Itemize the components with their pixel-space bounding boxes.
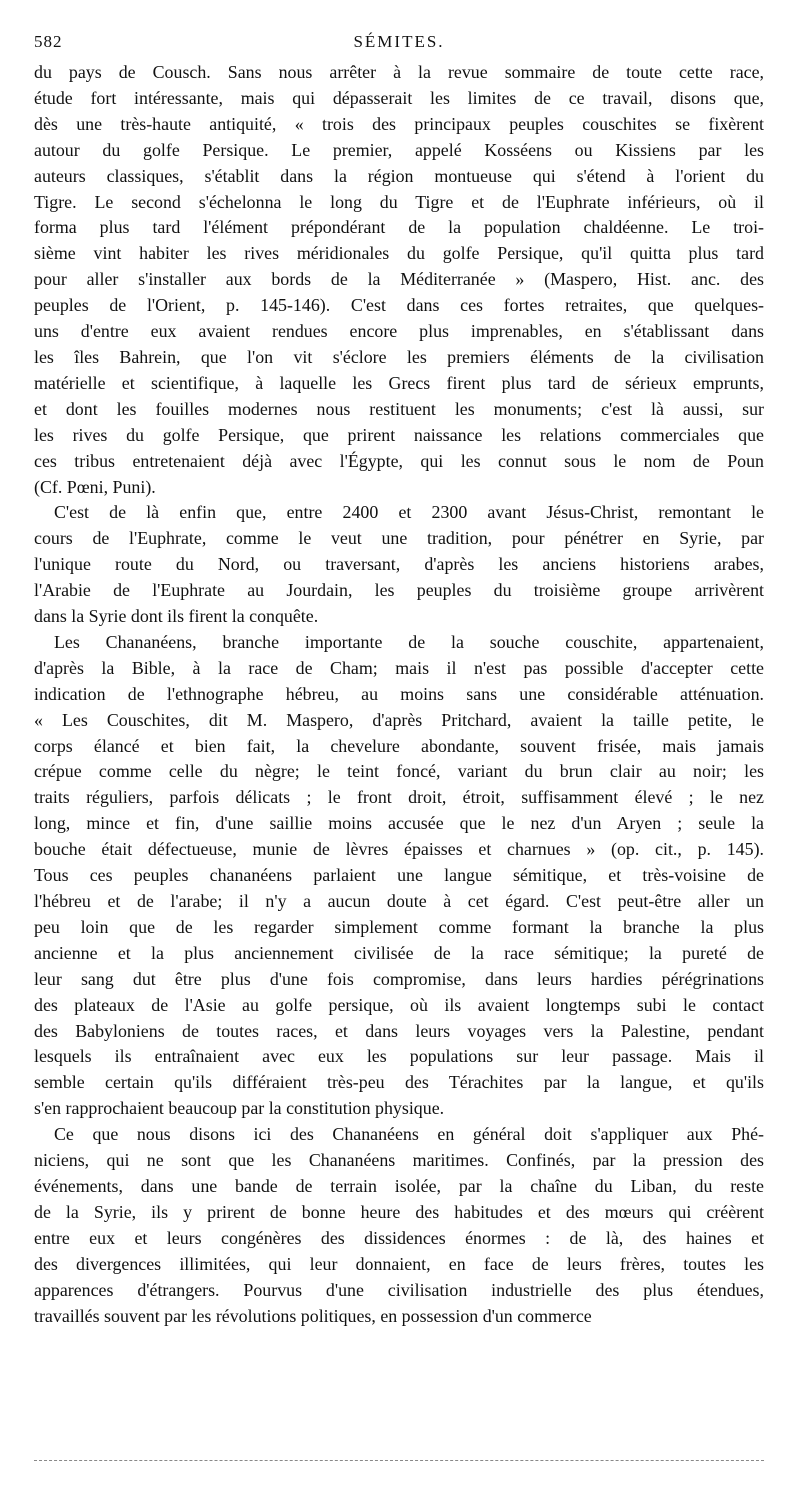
text-line: ces tribus entretenaient déjà avec l'Égypte, qui les connut sous le nom de Poun — [34, 450, 764, 471]
text-line: long, mince et fin, d'une saillie moins accusée que le nez d'un Aryen ; seule la — [34, 813, 764, 834]
text-line: corps élancé et bien fait, la chevelure abondante, souvent frisée, mais jamais — [34, 735, 764, 756]
text-line: « Les Couschites, dit M. Maspero, d'après Pritchard, avaient la taille petite, le — [34, 709, 764, 730]
paragraph — [34, 60, 764, 500]
text-line: (Cf. Pœni, Puni). — [34, 476, 156, 497]
text-line: sième vint habiter les rives méridionales du golfe Persique, qu'il quitta plus tard — [34, 243, 764, 264]
text-line: dans la Syrie dont ils firent la conquête. — [34, 606, 319, 627]
text-line: du pays de Cousch. Sans nous arrêter à la revue sommaire de toute cette race, — [34, 62, 764, 82]
footer-rule — [34, 1460, 764, 1461]
text-line: Les Chananéens, branche importante de la souche couschite, appartenaient, — [54, 631, 764, 652]
text-line: l'Arabie de l'Euphrate au Jourdain, les peuples du troisième groupe arrivèrent — [34, 580, 764, 601]
text-line: d'après la Bible, à la race de Cham; mais il n'est pas possible d'accepter cette — [34, 657, 764, 678]
text-line: étude fort intéressante, mais qui dépasserait les limites de ce travail, disons que, — [34, 87, 764, 108]
text-line: travaillés souvent par les révolutions politiques, en possession d'un commerce — [34, 1305, 592, 1326]
text-line: bouche était défectueuse, munie de lèvres épaisses et charnues » (op. cit., p. 145). — [34, 839, 764, 860]
text-line: C'est de là enfin que, entre 2400 et 2300 avant Jésus-Christ, remontant le — [54, 502, 764, 523]
text-line: lesquels ils entraînaient avec eux les populations sur leur passage. Mais il — [34, 1046, 764, 1067]
text-line: niciens, qui ne sont que les Chananéens maritimes. Confinés, par la pression des — [34, 1150, 764, 1171]
body-text — [34, 60, 764, 1329]
text-line: des Babyloniens de toutes races, et dans leurs voyages vers la Palestine, pendant — [34, 1020, 764, 1041]
book-page — [34, 28, 764, 1329]
text-line: événements, dans une bande de terrain isolée, par la chaîne du Liban, du reste — [34, 1175, 764, 1196]
text-line: des divergences illimitées, qui leur donnaient, en face de leurs frères, toutes les — [34, 1253, 764, 1274]
page-header — [34, 28, 764, 60]
text-line: l'unique route du Nord, ou traversant, d'après les anciens historiens arabes, — [34, 554, 764, 575]
text-line: dès une très-haute antiquité, « trois des principaux peuples couschites se fixèrent — [34, 113, 764, 134]
text-line: des plateaux de l'Asie au golfe persique, où ils avaient longtemps subi le contact — [34, 994, 764, 1015]
text-line: matérielle et scientifique, à laquelle les Grecs firent plus tard de sérieux emprunts, — [34, 372, 764, 393]
text-line: crépue comme celle du nègre; le teint foncé, variant du brun clair au noir; les — [34, 761, 764, 782]
text-line: autour du golfe Persique. Le premier, appelé Kosséens ou Kissiens par les — [34, 139, 764, 160]
page-number: 582 — [34, 32, 63, 51]
text-line: Tous ces peuples chananéens parlaient une langue sémitique, et très-voisine de — [34, 865, 764, 886]
text-line: forma plus tard l'élément prépondérant de la population chaldéenne. Le troi- — [34, 217, 764, 238]
text-line: les rives du golfe Persique, que prirent naissance les relations commerciales que — [34, 424, 764, 445]
text-line: apparences d'étrangers. Pourvus d'une civilisation industrielle des plus étendues, — [34, 1279, 764, 1300]
text-line: les îles Bahrein, que l'on vit s'éclore les premiers éléments de la civilisation — [34, 346, 764, 367]
text-line: entre eux et leurs congénères des dissidences énormes : de là, des haines et — [34, 1227, 764, 1248]
text-line: ancienne et la plus anciennement civilisée de la race sémitique; la pureté de — [34, 942, 764, 963]
text-line: s'en rapprochaient beaucoup par la constitution physique. — [34, 1098, 445, 1119]
text-line: l'hébreu et de l'arabe; il n'y a aucun doute à cet égard. C'est peut-être aller un — [34, 891, 764, 911]
paragraph — [34, 500, 764, 630]
text-line: de la Syrie, ils y prirent de bonne heure des habitudes et des mœurs qui créèrent — [34, 1201, 764, 1222]
text-line: traits réguliers, parfois délicats ; le front droit, étroit, suffisamment élevé ; le nez — [34, 787, 764, 808]
running-title: SÉMITES. — [353, 32, 445, 51]
text-line: et dont les fouilles modernes nous restituent les monuments; c'est là aussi, sur — [34, 398, 764, 419]
paragraph — [34, 1122, 764, 1329]
text-line: cours de l'Euphrate, comme le veut une tradition, pour pénétrer en Syrie, par — [34, 528, 764, 549]
text-line: pour aller s'installer aux bords de la Méditerranée » (Maspero, Hist. anc. des — [34, 269, 764, 290]
text-line: peuples de l'Orient, p. 145-146). C'est dans ces fortes retraites, que quelques- — [34, 295, 764, 316]
text-line: semble certain qu'ils différaient très-peu des Térachites par la langue, et qu'ils — [34, 1072, 764, 1093]
text-line: indication de l'ethnographe hébreu, au moins sans une considérable atténuation. — [34, 683, 764, 704]
text-line: leur sang dut être plus d'une fois compromise, dans leurs hardies pérégrinations — [34, 968, 764, 989]
text-line: Ce que nous disons ici des Chananéens en général doit s'appliquer aux Phé- — [54, 1124, 764, 1145]
text-line: auteurs classiques, s'établit dans la région montueuse qui s'étend à l'orient du — [34, 165, 764, 186]
text-line: uns d'entre eux avaient rendues encore plus imprenables, en s'établissant dans — [34, 321, 764, 342]
text-line: peu loin que de les regarder simplement comme formant la branche la plus — [34, 916, 764, 937]
text-line: Tigre. Le second s'échelonna le long du Tigre et de l'Euphrate inférieurs, où il — [34, 191, 764, 212]
paragraph — [34, 630, 764, 1122]
